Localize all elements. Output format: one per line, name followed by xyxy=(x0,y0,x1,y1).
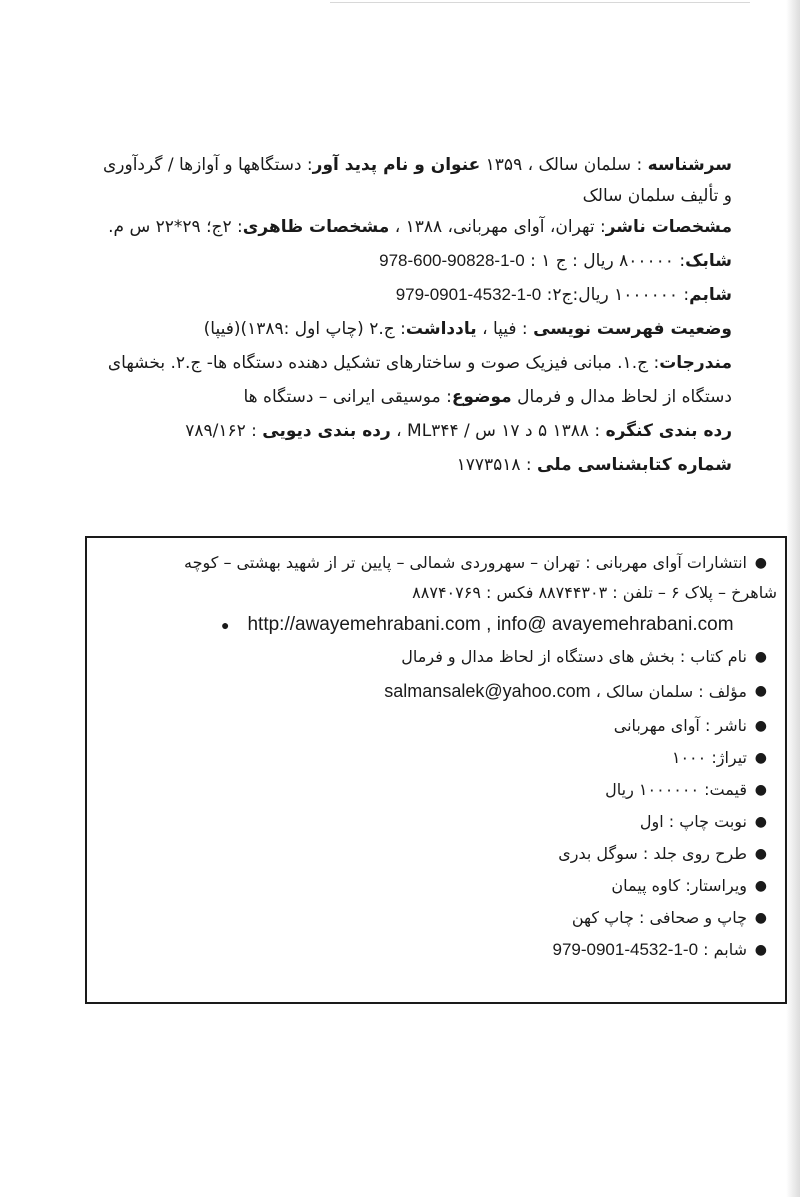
list-item-editor xyxy=(87,871,777,901)
bullet-icon: ● xyxy=(754,782,767,798)
subject-label: موضوع xyxy=(451,387,512,407)
publisher: ناشر : آوای مهربانی xyxy=(613,716,747,735)
bullet-icon: ● xyxy=(754,718,767,734)
heading-label: سرشناسه xyxy=(647,155,732,175)
contents-continuation: دستگاه از لحاظ مدال و فرمال xyxy=(517,387,732,407)
cip-contents-line xyxy=(80,346,732,380)
ismn-label: شابم : xyxy=(703,940,747,959)
top-divider xyxy=(330,2,750,3)
author: مؤلف : سلمان سالک ، xyxy=(595,682,747,701)
list-item-printing xyxy=(87,903,777,933)
bullet-icon: ● xyxy=(754,814,767,830)
heading-value: : سلمان سالک ، ۱۳۵۹ xyxy=(485,155,643,175)
list-item-edition xyxy=(87,807,777,837)
cip-title-continuation xyxy=(80,182,732,210)
cip-heading-title-line xyxy=(80,148,732,182)
list-item-ismn xyxy=(87,935,777,965)
physical-label: مشخصات ظاهری xyxy=(242,217,390,237)
contents-label: مندرجات xyxy=(659,353,732,373)
dewey-value: : ۷۸۹/۱۶۲ xyxy=(185,421,257,441)
editor: ویراستار: کاوه پیمان xyxy=(611,876,747,895)
cip-classification-line xyxy=(80,414,732,448)
list-item-price xyxy=(87,775,777,805)
publication-info-box xyxy=(85,536,787,1004)
address-line-1: انتشارات آوای مهربانی : تهران – سهروردی شمالی – پایین تر از شهید بهشتی – کوچه xyxy=(184,553,747,572)
cataloging-in-publication xyxy=(80,148,732,482)
isbn-label: شابک xyxy=(685,251,732,271)
publisher-label: مشخصات ناشر xyxy=(605,217,732,237)
bullet-icon: ● xyxy=(754,649,767,665)
bullet-icon: ● xyxy=(754,683,767,699)
subject-value: : موسیقی ایرانی – دستگاه ها xyxy=(243,387,452,407)
web-contact-line xyxy=(87,608,777,642)
cip-ismn-line xyxy=(80,278,732,312)
cip-isbn-line xyxy=(80,244,732,278)
page-edge xyxy=(786,0,800,1197)
bullet-icon: ● xyxy=(754,555,767,571)
contents-value: : ج.۱. مبانی فیزیک صوت و ساختارهای تشکیل دهنده دستگاه ها- ج.۲. بخشهای xyxy=(107,353,660,373)
cip-subject-line xyxy=(80,380,732,414)
list-item-address-cont xyxy=(87,578,777,608)
publisher-value: : تهران، آوای مهربانی، ۱۳۸۸ ، xyxy=(394,217,606,237)
ismn-label: شابم xyxy=(689,285,732,305)
physical-value: : ۲ج؛ ۲۹*۲۲ س م. xyxy=(108,217,243,237)
note-value: : ج.۲ (چاپ اول :۱۳۸۹)(فیپا) xyxy=(203,319,406,339)
author-email[interactable]: salmansalek@yahoo.com xyxy=(384,681,591,701)
isbn-value: : ۸۰۰۰۰۰ ریال : ج ۱ : xyxy=(530,251,686,271)
title-continuation: و تألیف سلمان سالک xyxy=(582,186,732,206)
edition: نوبت چاپ : اول xyxy=(639,812,747,831)
national-label: شماره کتابشناسی ملی xyxy=(537,455,732,475)
bullet-icon: ● xyxy=(754,910,767,926)
title-label: عنوان و نام پدید آور xyxy=(312,155,481,175)
ismn-value: : ۱۰۰۰۰۰۰ ریال:ج۲: xyxy=(546,285,690,305)
web-contact[interactable]: http://awayemehrabani.com , info@ avayemehrabani.com xyxy=(247,614,734,635)
list-item-print-run xyxy=(87,743,777,773)
cip-publisher-line xyxy=(80,210,732,244)
list-item-cover xyxy=(87,839,777,869)
cover-design: طرح روی جلد : سوگل بدری xyxy=(558,844,747,863)
bullet-icon: ● xyxy=(221,617,230,633)
bullet-icon: ● xyxy=(754,942,767,958)
printing: چاپ و صحافی : چاپ کهن xyxy=(571,908,747,927)
book-title: نام کتاب : بخش های دستگاه از لحاظ مدال و فرمال xyxy=(401,647,747,666)
list-item-address xyxy=(87,548,777,578)
status-value: : فیپا ، xyxy=(482,319,528,339)
list-item-book-title xyxy=(87,642,777,672)
bullet-icon: ● xyxy=(754,750,767,766)
list-item-publisher xyxy=(87,711,777,741)
isbn-number: 978-600-90828-1-0 xyxy=(379,251,525,270)
ismn-number: 979-0901-4532-1-0 xyxy=(552,940,699,959)
cip-status-line xyxy=(80,312,732,346)
bullet-icon: ● xyxy=(754,846,767,862)
bullet-icon: ● xyxy=(754,878,767,894)
status-label: وضعیت فهرست نویسی xyxy=(533,319,732,339)
note-label: یادداشت xyxy=(405,319,477,339)
dewey-label: رده بندی دیویی xyxy=(262,421,391,441)
national-value: : ۱۷۷۳۵۱۸ xyxy=(456,455,532,475)
publication-info-list xyxy=(87,548,777,965)
price: قیمت: ۱۰۰۰۰۰۰ ریال xyxy=(605,780,747,799)
list-item-author xyxy=(87,674,777,709)
ismn-number: 979-0901-4532-1-0 xyxy=(395,285,542,304)
address-line-2: شاهرخ – پلاک ۶ – تلفن : ۸۸۷۴۴۳۰۳ فکس : ۸۸۷۴۰۷۶۹ xyxy=(412,583,777,602)
congress-label: رده بندی کنگره xyxy=(605,421,732,441)
title-value: : دستگاهها و آوازها / گردآوری xyxy=(102,155,313,175)
cip-national-line xyxy=(80,448,732,482)
print-run: تیراژ: ۱۰۰۰ xyxy=(671,748,747,767)
congress-value: : ۱۳۸۸ ۵ د ۱۷ س / ML۳۴۴ ، xyxy=(396,421,601,441)
